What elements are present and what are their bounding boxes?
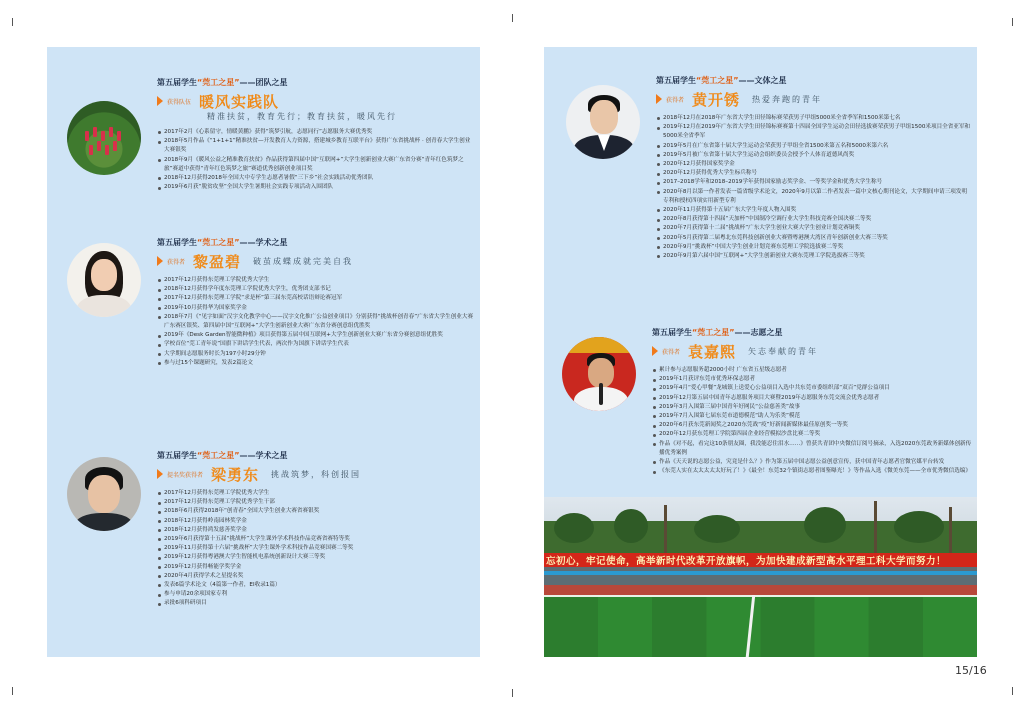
motto: 精准扶贫，教育先行；教育扶贫，暖风先行 — [207, 112, 397, 121]
suit-portrait-icon — [566, 85, 640, 159]
role-label: 提名奖获得者 — [167, 471, 204, 479]
team-photo-icon — [67, 101, 141, 175]
winner-name: 袁嘉熙 — [688, 342, 737, 361]
list-item: 学校首位“莞工青年说”国旗下讲话学生代表，两次作为国旗下讲话学生代表 — [157, 340, 475, 349]
section-title: 第五届学生“莞工之星”——志愿之星 — [652, 328, 783, 337]
list-item: 2019年12月第五届中国青年志愿服务项目大赛暨2019年志愿服务东莞交流会优秀志愿者 — [652, 394, 972, 403]
list-item: 2018年12月获得2018年全国大中专学生志愿者暑假“三下乡”社会实践活动优秀团队 — [157, 174, 475, 183]
list-item: 2018年12月获得学年度东莞理工学院优秀大学生，优秀团支部书记 — [157, 285, 475, 294]
winner-name: 梁勇东 — [211, 465, 260, 484]
list-item: 2020年4月获得学术之星提名奖 — [157, 572, 475, 581]
chevron-right-icon — [656, 94, 662, 104]
list-item: 2020年12月获得国家奖学金 — [656, 160, 972, 169]
achievement-list — [656, 114, 972, 261]
crop-mark — [12, 18, 13, 26]
list-item: 2019年《Desk Garden智能微种植》项目获得第五届中国互联网+大学生创新创业大赛广东省分赛创意组优胜奖 — [157, 331, 475, 340]
role-label: 获得者 — [662, 348, 681, 356]
list-item: 2020年12月获东莞理工学院第四届企业经营模拟沙盘比赛二等奖 — [652, 430, 972, 439]
list-item: 2017年12月获得东莞理工学院优秀大学生 — [157, 489, 475, 498]
list-item: 2019年12月获得粤港澳大学生智能机电系统创新设计大赛三等奖 — [157, 553, 475, 562]
list-item: 2017年2月《心系留守，情暖黄鹏》获得“筑梦引航，志愿同行”志愿服务大赛优秀奖 — [157, 128, 475, 137]
motto: 热爱奔跑的青年 — [752, 94, 823, 104]
list-item: 2019年5月在广东省第十届大学生运动会荣获男子甲组全省1500米第五名和5000米第六名 — [656, 142, 972, 151]
crop-mark — [12, 687, 13, 695]
role-label: 获得者 — [666, 96, 685, 104]
section-title: 第五届学生“莞工之星”——团队之星 — [157, 78, 288, 87]
team-star-section — [157, 77, 475, 192]
stadium-photo-icon — [544, 497, 977, 657]
achievement-list — [157, 489, 475, 609]
woman-portrait-icon — [67, 243, 141, 317]
list-item: 作品《天天说的志愿公益，究竟是什么？》作为第五届中国志愿公益创意宣传，获中国青年志愿者官微官媒平台转发 — [652, 458, 972, 467]
list-item: 2018年12月获得岭南园林奖学金 — [157, 517, 475, 526]
academic-star-section — [157, 237, 475, 368]
winner-name: 黎盈碧 — [193, 252, 242, 271]
list-item: 2020年6月获东莞新闻奖之2020东莞战“疫”好新闻新媒体最佳原创奖一等奖 — [652, 421, 972, 430]
list-item: 作品《对不起，看完这10条朋友圈，我没能忍住泪水……》曾获共青团中央微信订阅号摘录，入选2020东莞政务新媒体创新传播优秀案例 — [652, 440, 972, 458]
list-item: 《东莞人实在太太太太太好玩了！》《最全！东莞32个镇街志愿者图鉴曝光！》等作品入选《微美东莞——全市优秀微信选编》 — [652, 467, 972, 476]
section-title: 第五届学生“莞工之星”——文体之星 — [656, 76, 787, 85]
list-item: 参与过15个课题研究，发表2篇论文 — [157, 359, 475, 368]
list-item: 2020年8月获得第十四届“天加杯”中国制冷空调行业大学生科技竞赛全国决赛二等奖 — [656, 215, 972, 224]
academic-star-nominee-section — [157, 450, 475, 609]
list-item: 2019年7月入围第七届东莞市道德模范“助人为乐类”模范 — [652, 412, 972, 421]
section-title: 第五届学生“莞工之星”——学术之星 — [157, 451, 288, 460]
list-item: 2017年12月获得东莞理工学院优秀学生干部 — [157, 498, 475, 507]
role-row — [652, 342, 972, 360]
list-item: 2017年12月获得东莞理工学院优秀大学生 — [157, 276, 475, 285]
banner-text: 忘初心，牢记使命，高举新时代改革开放旗帜，为加快建成新型高水平理工科大学而努力！ — [546, 556, 947, 567]
list-item: 2020年12月获得优秀大学生标兵称号 — [656, 169, 972, 178]
winner-name: 暖风实践队 — [199, 92, 280, 111]
motto: 挑战筑梦，科创报国 — [271, 469, 362, 479]
list-item: 累计参与志愿服务超2000小时 广东省五星级志愿者 — [652, 366, 972, 375]
list-item: 2019年12月在2019年广东省大学生田径锦标赛赛第十四届全国学生运动会田径选拔赛荣获男子甲组1500米项目全省亚军和5000米全省季军 — [656, 123, 972, 141]
crop-mark — [512, 689, 513, 697]
list-item: 2020年5月获得第二届粤北东莞科技创新创业大赛暨粤港澳大湾区青年创新创业大赛三等奖 — [656, 234, 972, 243]
left-page-panel — [47, 47, 480, 657]
list-item: 2019年5月被广东省第十届大学生运动会组织委员会授予个人体育道德风尚奖 — [656, 151, 972, 160]
list-item: 2019年12月获得畅能学奖学金 — [157, 563, 475, 572]
achievement-list — [157, 128, 475, 192]
list-item: 2019年6月获得第十五届“挑战杯”大学生课外学术科技作品竞赛省赛特等奖 — [157, 535, 475, 544]
right-page-panel — [544, 47, 977, 657]
list-item: 2019年4月“爱心甲餐”龙城镇上送爱心公益项目入选中共东莞市委组织部“双百”党群公益项目 — [652, 384, 972, 393]
list-item: 录批6项科研项目 — [157, 599, 475, 608]
motto: 矢志奉献的青年 — [748, 346, 819, 356]
list-item: 2020年9月“挑战杯”中国大学生创业计划竞赛东莞理工学院选拔赛二等奖 — [656, 243, 972, 252]
crop-mark — [512, 14, 513, 22]
list-item: 2018年12月获得鸿发慈善奖学金 — [157, 526, 475, 535]
list-item: 2020年8月以第一作者发表一篇省级学术论文，2020年9月以第二作者发表一篇中文核心期刊论文，大学期间申请三项发明专利和授权四项实用新型专利 — [656, 188, 972, 206]
list-item: 发表6篇学术论文（4篇第一作者，EI收录1篇） — [157, 581, 475, 590]
boy-portrait-icon — [67, 457, 141, 531]
volunteer-star-section — [652, 327, 972, 476]
achievement-list — [157, 276, 475, 368]
page-number: 15/16 — [955, 664, 987, 677]
list-item: 2018年12月在2018年广东省大学生田径锦标赛荣获男子甲组5000米全省季军和1500米第七名 — [656, 114, 972, 123]
list-item: 大学期间志愿服务时长为197小时29分钟 — [157, 350, 475, 359]
winner-name: 黄开锈 — [692, 90, 741, 109]
list-item: 2018年7月《“见字如面”汉字文化教学中心——汉字文化推广公益创业项目》分别获得“挑战杯创青春”广东省大学生创业大赛广东赛区银奖、第四届中国“互联网+”大学生创新创业大赛广东省分赛创意组优胜奖 — [157, 313, 475, 331]
list-item: 2019年3月入围第三届中国青年好网民“公益慈善类”故事 — [652, 403, 972, 412]
sports-star-section — [656, 75, 972, 261]
chevron-right-icon — [157, 469, 163, 479]
list-item: 2017–2018学年和2018–2019学年获得国家励志奖学金、一等奖学金和优秀大学生称号 — [656, 178, 972, 187]
section-title: 第五届学生“莞工之星”——学术之星 — [157, 238, 288, 247]
role-row — [157, 465, 475, 483]
list-item: 2020年11月获得第十五届广东大学生年度人物入围奖 — [656, 206, 972, 215]
speaker-portrait-icon — [562, 337, 636, 411]
crop-mark — [1012, 18, 1013, 26]
stadium-banner — [544, 553, 977, 567]
list-item: 2018年9月《暖风公益之精准教育扶贫》作品获得第四届中国“互联网+”大学生创新创业大赛广东省分赛“青年红色筑梦之旅”赛道中获得“青年红色筑梦之旅”赛道优秀创新创业项目奖 — [157, 156, 475, 174]
list-item: 2020年7月获得第十二届“挑战杯”广东大学生创业大赛大学生创业计划竞赛铜奖 — [656, 224, 972, 233]
list-item: 2018年5月作品《“1+1+1”精准扶贫—开发教育人力资源，搭建城乡教育互联平台》获得广东省挑战杯 · 创青春大学生创业大赛银奖 — [157, 137, 475, 155]
role-row — [656, 90, 972, 108]
role-row — [157, 252, 475, 270]
role-label: 获得者 — [167, 258, 186, 266]
role-row — [157, 92, 475, 110]
chevron-right-icon — [157, 256, 163, 266]
list-item: 2018年6月获得2018年“创青春”全国大学生创业大赛省赛银奖 — [157, 507, 475, 516]
list-item: 参与申请20余项国家专利 — [157, 590, 475, 599]
list-item: 2019年10月获得华为国家奖学金 — [157, 304, 475, 313]
list-item: 2017年12月获得东莞理工学院“求是杯”第三届东莞高校话语辩论赛冠军 — [157, 294, 475, 303]
list-item: 2019年6月获“脱贫攻坚”全国大学生暑期社会实践专项活动入围团队 — [157, 183, 475, 192]
chevron-right-icon — [652, 346, 658, 356]
motto: 破茧成蝶成就完美自我 — [253, 256, 354, 266]
list-item: 2020年9月第六届中国“互联网+”大学生创新创业大赛东莞理工学院选拔赛三等奖 — [656, 252, 972, 261]
achievement-list — [652, 366, 972, 476]
list-item: 2019年1月获评东莞市优秀环保志愿者 — [652, 375, 972, 384]
chevron-right-icon — [157, 96, 163, 106]
crop-mark — [1012, 687, 1013, 695]
role-label: 获得队伍 — [167, 98, 192, 106]
list-item: 2019年11月获得第十六届“挑战杯”大学生课外学术科技作品竞赛国赛二等奖 — [157, 544, 475, 553]
